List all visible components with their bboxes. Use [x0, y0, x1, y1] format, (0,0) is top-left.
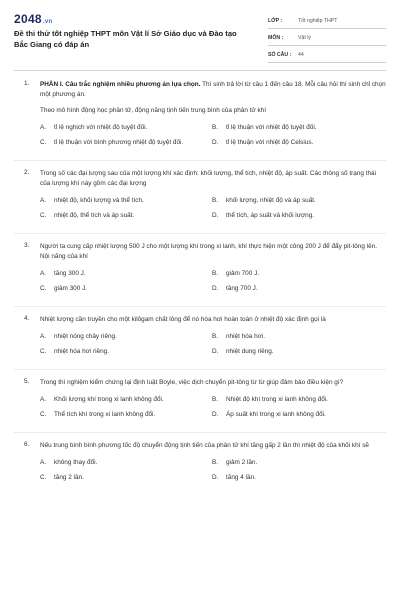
question-divider: [14, 432, 386, 433]
exam-title: Đề thi thử tốt nghiệp THPT môn Vật lí Sở Giáo dục và Đào tạo Bắc Giang có đáp án: [14, 29, 237, 49]
option-letter: C.: [40, 285, 47, 292]
question-number: 5.: [24, 378, 30, 385]
question-text: Người ta cung cấp nhiệt lượng 500 J cho một lượng khí trong xi lanh, khí thực hiện một công 200 J để đẩy pit-tông lên. Nội năng của khí: [40, 243, 377, 260]
answer-option-d[interactable]: [212, 346, 382, 357]
option-text: Khối lượng khí trong xi lanh không đổi.: [54, 396, 164, 403]
option-letter: C.: [40, 348, 47, 355]
option-letter: B.: [212, 197, 219, 204]
option-letter: B.: [212, 333, 219, 340]
option-letter: B.: [212, 396, 219, 403]
answer-option-b[interactable]: [212, 457, 382, 468]
site-logo[interactable]: [14, 12, 52, 26]
question-text: Trong thí nghiệm kiểm chứng lại định luật Boyle, việc dịch chuyển pit-tông từ từ giúp đảm bảo điều kiện gì?: [40, 379, 344, 386]
question-divider: [14, 160, 386, 161]
answer-option-d[interactable]: [212, 472, 382, 483]
option-text: tỉ lệ thuận với bình phương nhiệt độ tuyệt đối.: [54, 139, 184, 146]
answer-option-c[interactable]: [40, 210, 210, 221]
answer-options: [40, 394, 386, 424]
answer-options: [40, 268, 386, 298]
question-item: [14, 80, 386, 152]
option-text: nhiệt hóa hơi riêng.: [54, 348, 109, 355]
answer-option-a[interactable]: [40, 195, 210, 206]
question-item: [14, 378, 386, 424]
option-text: tỉ lệ thuận với nhiệt độ Celsius.: [226, 139, 314, 146]
question-item: [14, 169, 386, 225]
meta-label: LỚP :: [268, 18, 283, 24]
option-text: nhiệt độ, khối lượng và thể tích.: [54, 197, 144, 204]
question-text: Trong số các đại lượng sau của một lượng khí xác định: khối lượng, thể tích, nhiệt độ, áp suất. Các thông số trạng thái của lượng khí này gồm các đại lượng: [40, 170, 377, 187]
option-letter: B.: [212, 459, 219, 466]
question-list: [14, 80, 386, 487]
answer-option-d[interactable]: [212, 137, 382, 148]
meta-row-subject: [268, 31, 386, 46]
question-divider: [14, 233, 386, 234]
question-divider: [14, 369, 386, 370]
option-text: tỉ lệ nghịch với nhiệt độ tuyệt đối.: [54, 124, 148, 131]
question-section-heading: PHẦN I. Câu trắc nghiệm nhiều phương án lựa chọn.: [40, 81, 201, 88]
header-divider: [14, 70, 386, 71]
option-letter: B.: [212, 124, 219, 131]
meta-value: 44: [298, 52, 304, 58]
option-letter: A.: [40, 124, 47, 131]
answer-option-c[interactable]: [40, 137, 210, 148]
option-text: tỉ lệ thuận với nhiệt độ tuyệt đối.: [226, 124, 317, 131]
answer-option-c[interactable]: [40, 346, 210, 357]
option-text: Nhiệt độ khí trong xi lanh không đổi.: [226, 396, 328, 403]
answer-options: [40, 331, 386, 361]
option-text: giảm 2 lần.: [226, 459, 258, 466]
option-text: tăng 4 lần.: [226, 474, 256, 481]
question-stem: Theo mô hình động học phân tử, động năng tịnh tiến trung bình của phân tử khí: [40, 107, 267, 114]
option-letter: D.: [212, 139, 219, 146]
option-letter: C.: [40, 411, 47, 418]
answer-option-c[interactable]: [40, 409, 210, 420]
question-item: [14, 441, 386, 487]
answer-option-d[interactable]: [212, 283, 382, 294]
option-letter: D.: [212, 348, 219, 355]
question-number: 1.: [24, 80, 30, 87]
meta-row-count: [268, 48, 386, 63]
answer-option-a[interactable]: [40, 268, 210, 279]
answer-options: [40, 457, 386, 487]
option-letter: A.: [40, 333, 47, 340]
question-number: 4.: [24, 315, 30, 322]
option-letter: D.: [212, 212, 219, 219]
answer-option-a[interactable]: [40, 122, 210, 133]
option-letter: C.: [40, 212, 47, 219]
meta-value: Vật lý: [298, 35, 311, 41]
meta-label: SỐ CÂU :: [268, 52, 292, 58]
answer-option-c[interactable]: [40, 472, 210, 483]
answer-options: [40, 195, 386, 225]
option-text: tăng 2 lần.: [54, 474, 84, 481]
option-letter: A.: [40, 396, 47, 403]
page-header: [14, 12, 386, 64]
question-item: [14, 242, 386, 298]
meta-label: MÔN :: [268, 35, 284, 41]
question-number: 3.: [24, 242, 30, 249]
question-divider: [14, 306, 386, 307]
option-letter: A.: [40, 459, 47, 466]
answer-option-b[interactable]: [212, 268, 382, 279]
question-text: Nhiệt lượng cần truyền cho một kilôgam chất lỏng để nó hóa hơi hoàn toàn ở nhiệt độ xác định gọi là: [40, 316, 326, 323]
option-letter: C.: [40, 474, 47, 481]
option-text: tăng 300 J.: [54, 270, 86, 277]
question-number: 2.: [24, 169, 30, 176]
option-text: nhiệt hóa hơi.: [226, 333, 266, 340]
answer-option-a[interactable]: [40, 331, 210, 342]
answer-option-a[interactable]: [40, 394, 210, 405]
logo-main: 2048: [14, 12, 42, 26]
question-text: Nếu trung bình bình phương tốc độ chuyển động tịnh tiến của phân tử khí tăng gấp 2 lần thì nhiệt độ của khối khí sẽ: [40, 442, 369, 449]
answer-option-b[interactable]: [212, 195, 382, 206]
option-text: nhiệt dung riêng.: [226, 348, 274, 355]
question-instruction: Thí sinh trả lời từ câu 1 đến câu 18. Mỗi câu hỏi thí sinh chỉ chọn một phương án.: [40, 81, 386, 98]
option-letter: A.: [40, 197, 47, 204]
answer-option-a[interactable]: [40, 457, 210, 468]
meta-value: Tốt nghiệp THPT: [298, 18, 338, 24]
answer-option-b[interactable]: [212, 394, 382, 405]
option-text: giảm 300 J.: [54, 285, 88, 292]
answer-option-d[interactable]: [212, 210, 382, 221]
option-letter: D.: [212, 411, 219, 418]
question-text: [40, 80, 386, 100]
answer-option-d[interactable]: [212, 409, 382, 420]
option-text: nhiệt nóng chảy riêng.: [54, 333, 117, 340]
option-text: Áp suất khí trong xi lanh không đổi.: [226, 411, 326, 418]
answer-option-b[interactable]: [212, 331, 382, 342]
option-text: thể tích, áp suất và khối lượng.: [226, 212, 315, 219]
option-text: tăng 700 J.: [226, 285, 258, 292]
option-letter: D.: [212, 285, 219, 292]
option-letter: A.: [40, 270, 47, 277]
logo-suffix: .vn: [42, 19, 53, 25]
option-text: không thay đổi.: [54, 459, 98, 466]
option-text: nhiệt độ, thể tích và áp suất.: [54, 212, 135, 219]
option-letter: B.: [212, 270, 219, 277]
exam-meta: [268, 14, 386, 65]
option-letter: D.: [212, 474, 219, 481]
answer-option-c[interactable]: [40, 283, 210, 294]
option-text: giảm 700 J.: [226, 270, 260, 277]
question-number: 6.: [24, 441, 30, 448]
question-item: [14, 315, 386, 361]
option-text: Thể tích khí trong xi lanh không đổi.: [54, 411, 156, 418]
answer-options: [40, 122, 386, 152]
option-letter: C.: [40, 139, 47, 146]
option-text: khối lượng, nhiệt độ và áp suất.: [226, 197, 316, 204]
answer-option-b[interactable]: [212, 122, 382, 133]
meta-row-class: [268, 14, 386, 29]
